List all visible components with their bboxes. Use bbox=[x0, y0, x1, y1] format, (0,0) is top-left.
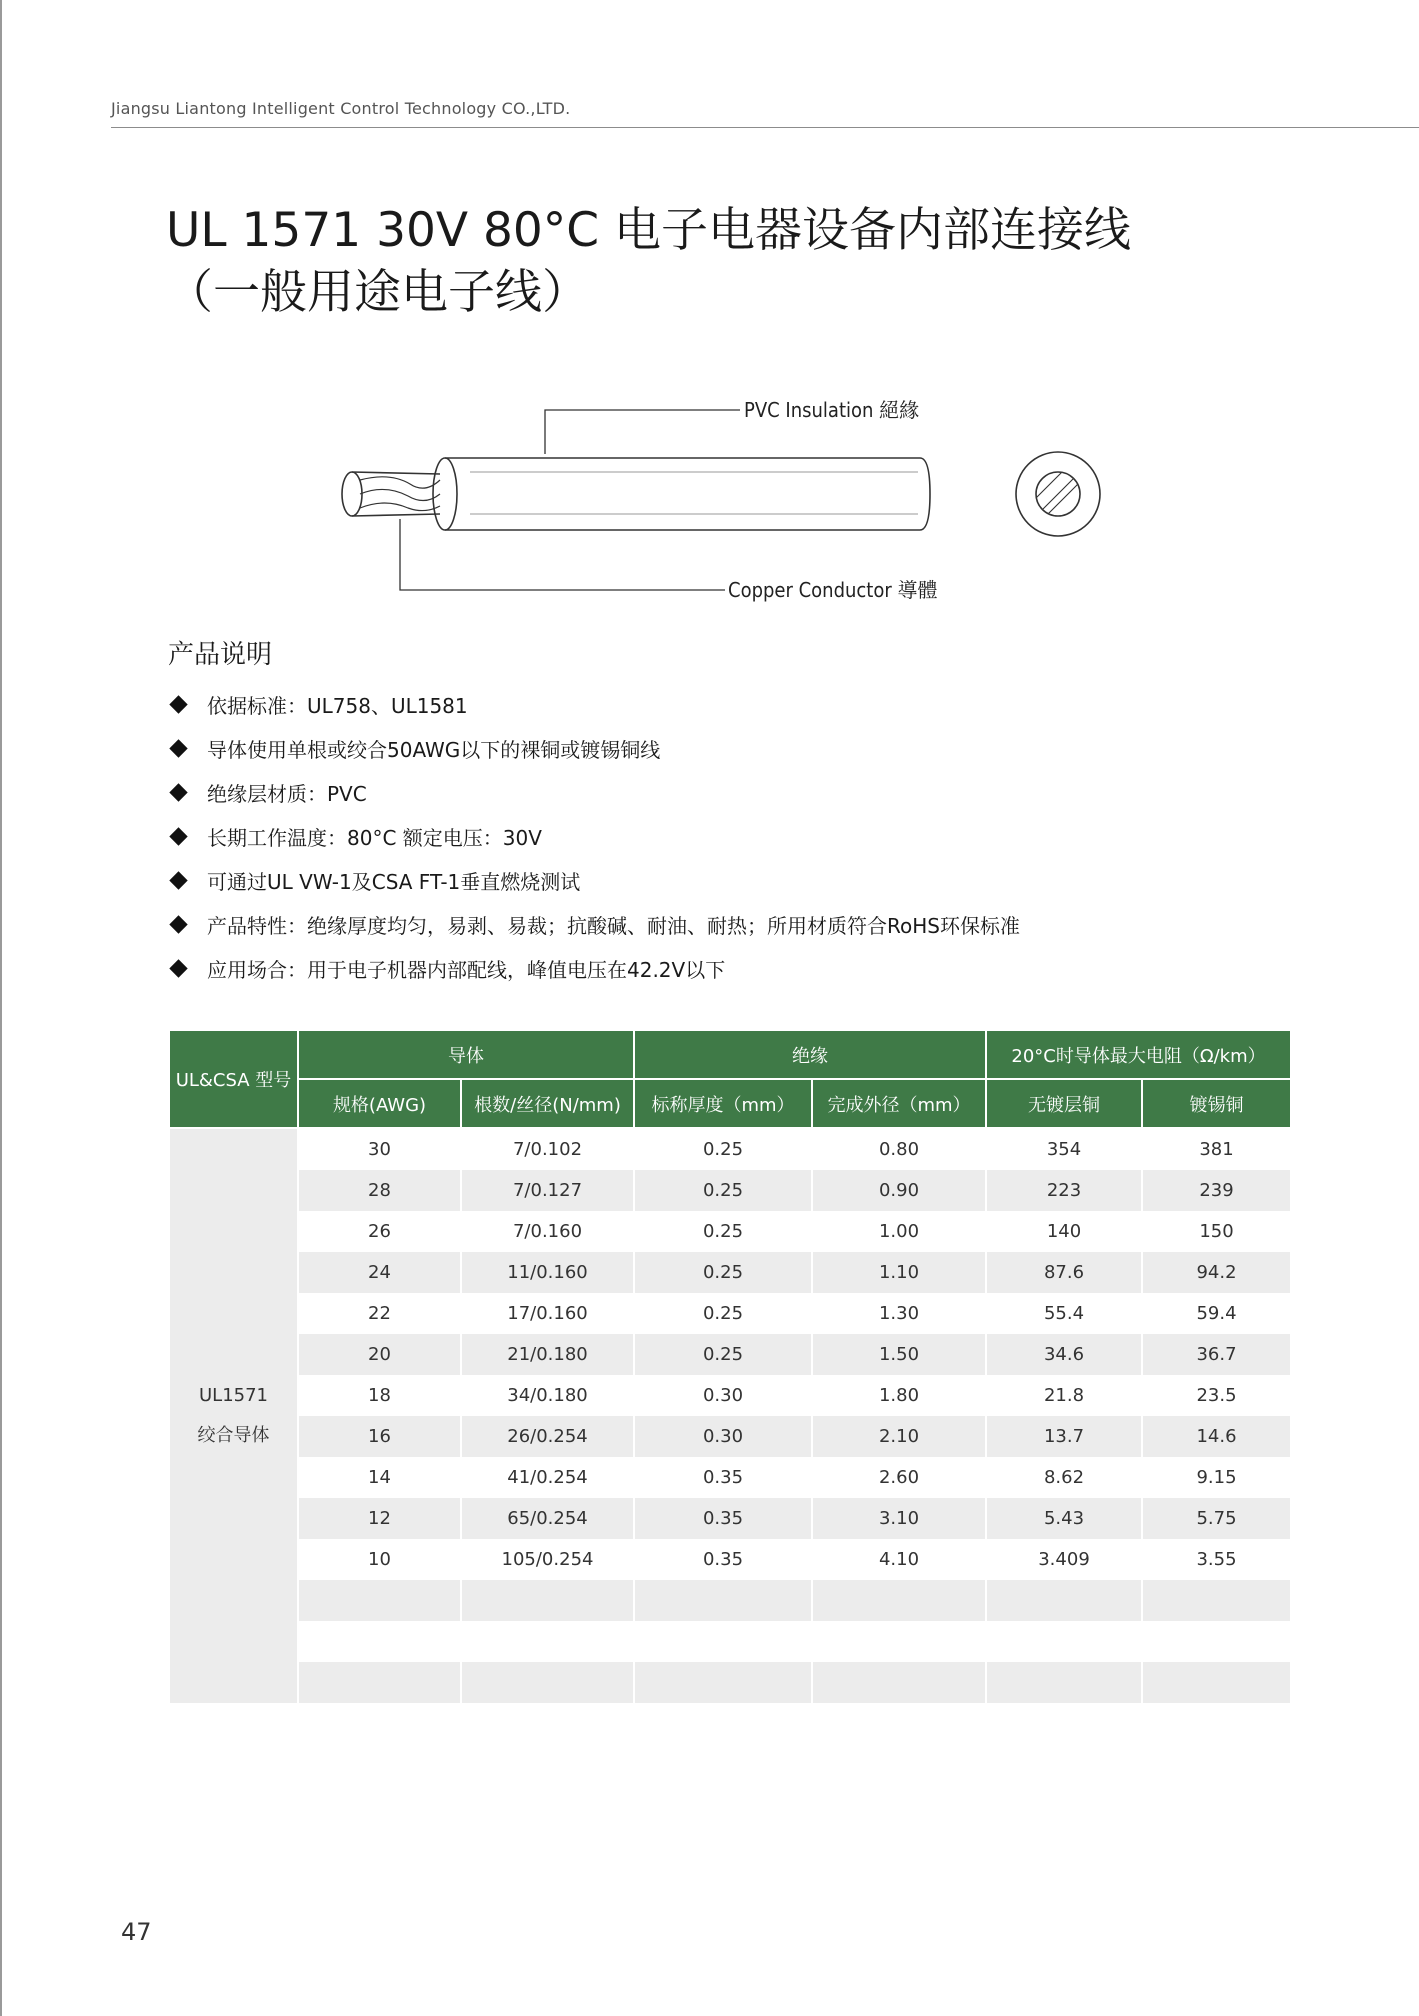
header-bare-copper: 无镀层铜 bbox=[986, 1079, 1142, 1128]
cell-strand: 17/0.160 bbox=[461, 1293, 634, 1334]
header-conductor: 导体 bbox=[298, 1030, 634, 1079]
cell-awg bbox=[298, 1662, 461, 1703]
cell-outer-diameter: 2.10 bbox=[812, 1416, 986, 1457]
cell-thickness bbox=[634, 1662, 812, 1703]
cell-strand: 7/0.127 bbox=[461, 1170, 634, 1211]
cell-bare-copper: 34.6 bbox=[986, 1334, 1142, 1375]
header-thickness: 标称厚度（mm） bbox=[634, 1079, 812, 1128]
diamond-bullet-icon bbox=[169, 695, 187, 713]
header-insulation: 绝缘 bbox=[634, 1030, 986, 1079]
header-awg: 规格(AWG) bbox=[298, 1079, 461, 1128]
cell-awg: 28 bbox=[298, 1170, 461, 1211]
cell-strand: 65/0.254 bbox=[461, 1498, 634, 1539]
diamond-bullet-icon bbox=[169, 871, 187, 889]
cell-bare-copper: 140 bbox=[986, 1211, 1142, 1252]
cell-tinned-copper: 381 bbox=[1142, 1128, 1291, 1170]
cell-tinned-copper: 9.15 bbox=[1142, 1457, 1291, 1498]
cell-outer-diameter bbox=[812, 1580, 986, 1621]
table-row bbox=[169, 1170, 1291, 1211]
cell-tinned-copper bbox=[1142, 1662, 1291, 1703]
cell-thickness: 0.30 bbox=[634, 1375, 812, 1416]
bullet-item: 长期工作温度：80°C 额定电压：30V bbox=[168, 814, 1020, 858]
header-model: UL&CSA 型号 bbox=[169, 1030, 298, 1128]
cell-strand: 21/0.180 bbox=[461, 1334, 634, 1375]
cell-strand bbox=[461, 1621, 634, 1662]
cell-tinned-copper: 94.2 bbox=[1142, 1252, 1291, 1293]
cell-bare-copper: 13.7 bbox=[986, 1416, 1142, 1457]
cell-strand: 105/0.254 bbox=[461, 1539, 634, 1580]
table-row bbox=[169, 1498, 1291, 1539]
cell-outer-diameter: 3.10 bbox=[812, 1498, 986, 1539]
cell-tinned-copper bbox=[1142, 1621, 1291, 1662]
cell-tinned-copper: 36.7 bbox=[1142, 1334, 1291, 1375]
table-row bbox=[169, 1128, 1291, 1170]
bullet-item: 依据标准：UL758、UL1581 bbox=[168, 682, 1020, 726]
cell-thickness: 0.25 bbox=[634, 1128, 812, 1170]
cell-outer-diameter: 1.30 bbox=[812, 1293, 986, 1334]
cell-awg: 26 bbox=[298, 1211, 461, 1252]
cell-awg bbox=[298, 1621, 461, 1662]
cell-awg: 14 bbox=[298, 1457, 461, 1498]
cell-thickness: 0.25 bbox=[634, 1170, 812, 1211]
bullet-item: 可通过UL VW-1及CSA FT-1垂直燃烧测试 bbox=[168, 858, 1020, 902]
cell-outer-diameter: 0.90 bbox=[812, 1170, 986, 1211]
header-strand: 根数/丝径(N/mm) bbox=[461, 1079, 634, 1128]
cell-thickness: 0.30 bbox=[634, 1416, 812, 1457]
model-type: 绞合导体 bbox=[197, 1425, 270, 1446]
cell-tinned-copper: 14.6 bbox=[1142, 1416, 1291, 1457]
cell-outer-diameter: 1.50 bbox=[812, 1334, 986, 1375]
cell-thickness bbox=[634, 1621, 812, 1662]
cell-awg bbox=[298, 1580, 461, 1621]
cell-thickness: 0.35 bbox=[634, 1539, 812, 1580]
cell-awg: 20 bbox=[298, 1334, 461, 1375]
table-row bbox=[169, 1334, 1291, 1375]
cell-bare-copper bbox=[986, 1662, 1142, 1703]
cell-bare-copper: 354 bbox=[986, 1128, 1142, 1170]
bullet-item: 应用场合：用于电子机器内部配线，峰值电压在42.2V以下 bbox=[168, 946, 1020, 990]
cable-illustration bbox=[342, 410, 1100, 590]
cell-thickness: 0.25 bbox=[634, 1334, 812, 1375]
cell-bare-copper: 223 bbox=[986, 1170, 1142, 1211]
cell-thickness: 0.35 bbox=[634, 1457, 812, 1498]
cell-awg: 24 bbox=[298, 1252, 461, 1293]
cell-awg: 16 bbox=[298, 1416, 461, 1457]
table-row-empty bbox=[169, 1662, 1291, 1703]
conductor-label: Copper Conductor 導體 bbox=[728, 578, 938, 602]
cell-tinned-copper bbox=[1142, 1580, 1291, 1621]
cell-outer-diameter: 4.10 bbox=[812, 1539, 986, 1580]
cell-tinned-copper: 150 bbox=[1142, 1211, 1291, 1252]
cell-strand bbox=[461, 1580, 634, 1621]
title-line-2: （一般用途电子线） bbox=[166, 265, 589, 320]
cell-outer-diameter: 2.60 bbox=[812, 1457, 986, 1498]
bullet-item: 产品特性：绝缘厚度均匀，易剥、易裁；抗酸碱、耐油、耐热；所用材质符合RoHS环保标准 bbox=[168, 902, 1020, 946]
diamond-bullet-icon bbox=[169, 739, 187, 757]
table-row-empty bbox=[169, 1580, 1291, 1621]
company-name: Jiangsu Liantong Intelligent Control Technology CO.,LTD. bbox=[111, 99, 571, 118]
cell-thickness bbox=[634, 1580, 812, 1621]
table-row bbox=[169, 1375, 1291, 1416]
page-edge-rule bbox=[0, 0, 2, 2016]
product-heading: 产品说明 bbox=[168, 640, 273, 670]
cell-awg: 10 bbox=[298, 1539, 461, 1580]
cell-awg: 22 bbox=[298, 1293, 461, 1334]
spec-table-body bbox=[169, 1128, 1291, 1703]
model-name: UL1571 bbox=[198, 1385, 268, 1406]
cell-outer-diameter: 0.80 bbox=[812, 1128, 986, 1170]
cell-bare-copper: 87.6 bbox=[986, 1252, 1142, 1293]
header-divider bbox=[111, 127, 1419, 128]
header-outer-diameter: 完成外径（mm） bbox=[812, 1079, 986, 1128]
cell-bare-copper: 55.4 bbox=[986, 1293, 1142, 1334]
cell-bare-copper: 21.8 bbox=[986, 1375, 1142, 1416]
cable-diagram bbox=[330, 384, 1130, 624]
cell-outer-diameter: 1.80 bbox=[812, 1375, 986, 1416]
spec-table bbox=[168, 1029, 1292, 1703]
product-bullets bbox=[168, 682, 1020, 990]
cell-strand: 26/0.254 bbox=[461, 1416, 634, 1457]
cell-tinned-copper: 23.5 bbox=[1142, 1375, 1291, 1416]
cell-bare-copper: 3.409 bbox=[986, 1539, 1142, 1580]
page-title bbox=[166, 200, 1131, 324]
cell-outer-diameter bbox=[812, 1662, 986, 1703]
cell-thickness: 0.25 bbox=[634, 1293, 812, 1334]
bullet-item: 绝缘层材质：PVC bbox=[168, 770, 1020, 814]
table-row bbox=[169, 1416, 1291, 1457]
spec-table-header bbox=[169, 1030, 1291, 1128]
title-line-1: UL 1571 30V 80°C 电子电器设备内部连接线 bbox=[166, 203, 1132, 258]
diamond-bullet-icon bbox=[169, 827, 187, 845]
cell-thickness: 0.25 bbox=[634, 1211, 812, 1252]
cell-outer-diameter: 1.10 bbox=[812, 1252, 986, 1293]
cell-strand: 41/0.254 bbox=[461, 1457, 634, 1498]
cell-outer-diameter bbox=[812, 1621, 986, 1662]
insulation-label: PVC Insulation 絕緣 bbox=[744, 398, 920, 422]
cell-tinned-copper: 5.75 bbox=[1142, 1498, 1291, 1539]
cell-strand bbox=[461, 1662, 634, 1703]
header-tinned-copper: 镀锡铜 bbox=[1142, 1079, 1291, 1128]
cell-tinned-copper: 239 bbox=[1142, 1170, 1291, 1211]
header-resistance: 20°C时导体最大电阻（Ω/km） bbox=[986, 1030, 1291, 1079]
cell-awg: 12 bbox=[298, 1498, 461, 1539]
diamond-bullet-icon bbox=[169, 783, 187, 801]
table-row bbox=[169, 1252, 1291, 1293]
cell-bare-copper bbox=[986, 1621, 1142, 1662]
table-row bbox=[169, 1211, 1291, 1252]
table-row-empty bbox=[169, 1621, 1291, 1662]
cell-thickness: 0.35 bbox=[634, 1498, 812, 1539]
table-row bbox=[169, 1539, 1291, 1580]
diamond-bullet-icon bbox=[169, 915, 187, 933]
cell-bare-copper: 8.62 bbox=[986, 1457, 1142, 1498]
cell-awg: 30 bbox=[298, 1128, 461, 1170]
cell-strand: 7/0.160 bbox=[461, 1211, 634, 1252]
bullet-item: 导体使用单根或绞合50AWG以下的裸铜或镀锡铜线 bbox=[168, 726, 1020, 770]
cell-outer-diameter: 1.00 bbox=[812, 1211, 986, 1252]
cell-strand: 7/0.102 bbox=[461, 1128, 634, 1170]
cell-tinned-copper: 3.55 bbox=[1142, 1539, 1291, 1580]
cell-strand: 11/0.160 bbox=[461, 1252, 634, 1293]
cell-bare-copper: 5.43 bbox=[986, 1498, 1142, 1539]
cell-bare-copper bbox=[986, 1580, 1142, 1621]
cell-strand: 34/0.180 bbox=[461, 1375, 634, 1416]
page-number: 47 bbox=[121, 1918, 152, 1946]
diamond-bullet-icon bbox=[169, 959, 187, 977]
table-row bbox=[169, 1293, 1291, 1334]
cell-thickness: 0.25 bbox=[634, 1252, 812, 1293]
cell-tinned-copper: 59.4 bbox=[1142, 1293, 1291, 1334]
model-cell bbox=[169, 1128, 298, 1703]
cell-awg: 18 bbox=[298, 1375, 461, 1416]
table-row bbox=[169, 1457, 1291, 1498]
